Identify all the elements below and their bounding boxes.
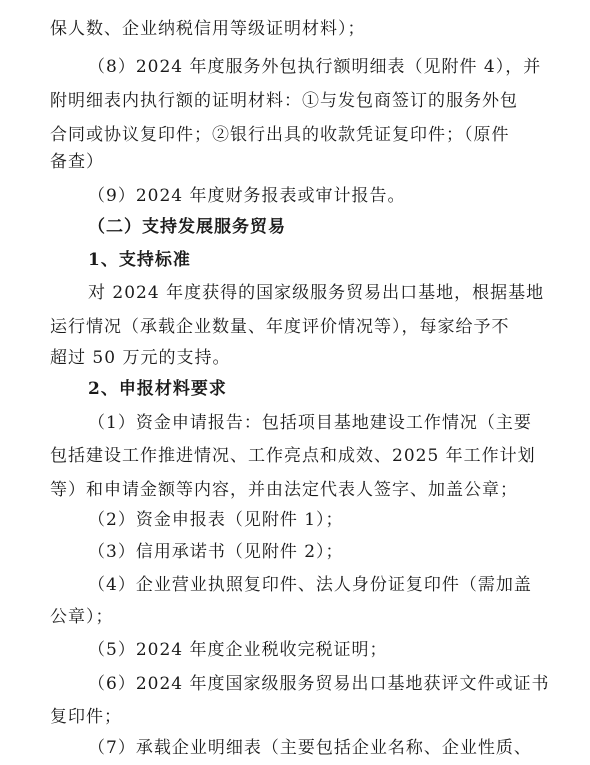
subsection-heading: 2、申报材料要求 — [88, 379, 227, 399]
text-line: （4）企业营业执照复印件、法人身份证复印件（需加盖 — [88, 575, 532, 595]
text-line: 保人数、企业纳税信用等级证明材料）； — [50, 19, 366, 39]
text-line: 附明细表内执行额的证明材料：①与发包商签订的服务外包 — [50, 91, 518, 111]
text-line: （3）信用承诺书（见附件 2）； — [88, 542, 344, 562]
text-line: （2）资金申报表（见附件 1）； — [88, 510, 344, 530]
text-line: （7）承载企业明细表（主要包括企业名称、企业性质、 — [88, 738, 532, 758]
section-heading: （二）支持发展服务贸易 — [88, 217, 286, 237]
text-line: 包括建设工作推进情况、工作亮点和成效、2025 年工作计划 — [50, 446, 536, 466]
subsection-heading: 1、支持标准 — [88, 250, 191, 270]
text-line: （1）资金申请报告：包括项目基地建设工作情况（主要 — [88, 413, 532, 433]
text-line: 备查） — [50, 152, 104, 172]
text-line: 超过 50 万元的支持。 — [50, 348, 231, 368]
text-line: 对 2024 年度获得的国家级服务贸易出口基地，根据基地 — [88, 283, 545, 303]
text-line: 合同或协议复印件；②银行出具的收款凭证复印件；（原件 — [50, 125, 510, 145]
text-line: （9）2024 年度财务报表或审计报告。 — [88, 186, 406, 206]
text-line: 复印件； — [50, 707, 122, 727]
text-line: （5）2024 年度企业税收完税证明； — [88, 640, 388, 660]
text-line: （6）2024 年度国家级服务贸易出口基地获评文件或证书 — [88, 674, 550, 694]
text-line: 运行情况（承载企业数量、年度评价情况等），每家给予不 — [50, 317, 510, 337]
text-line: （8）2024 年度服务外包执行额明细表（见附件 4），并 — [88, 57, 542, 77]
text-line: 等）和申请金额等内容，并由法定代表人签字、加盖公章； — [50, 480, 518, 500]
text-line: 公章）； — [50, 607, 114, 627]
